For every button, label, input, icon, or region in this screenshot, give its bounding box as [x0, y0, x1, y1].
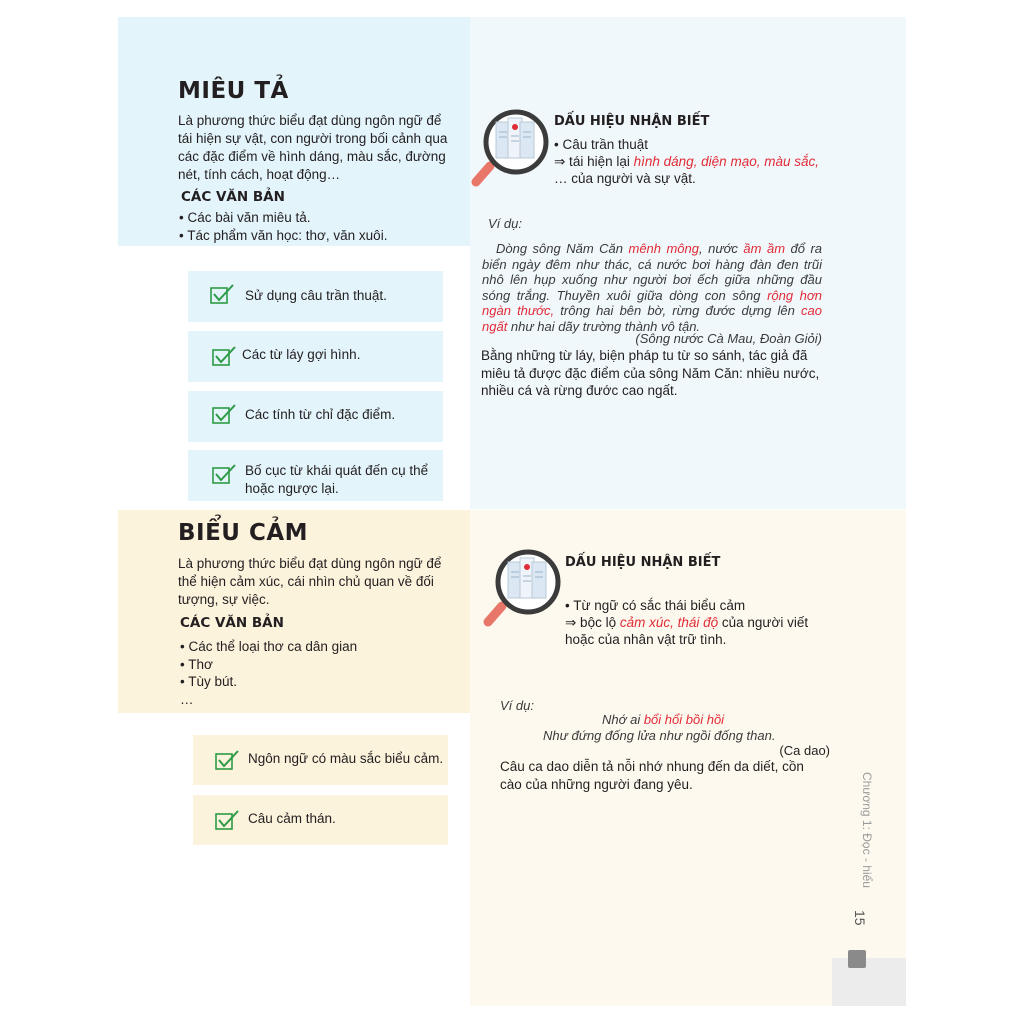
bieu-cam-explanation: Câu ca dao diễn tả nỗi nhớ nhung đến da diết, cồn cào của những người đang yêu. [500, 759, 804, 792]
page-marker-square [848, 950, 866, 968]
mieu-ta-title: MIÊU TẢ [178, 78, 289, 104]
bieu-cam-poem-line2: Như đứng đống lửa như ngồi đống than. [543, 728, 776, 743]
checkbox-icon [212, 464, 236, 484]
chapter-label-text: Chương 1: Đọc - hiểu [860, 772, 874, 888]
sign-text: ⇒ tái hiện lại [554, 154, 634, 169]
checkbox-icon [210, 284, 234, 304]
bieu-cam-example-source: (Ca dao) [779, 743, 830, 758]
poem-text: Nhớ ai [602, 712, 644, 727]
bieu-cam-title: BIỂU CẢM [178, 520, 309, 546]
sign-highlight: hình dáng, diện mạo, màu sắc, [633, 154, 819, 169]
page-number: 15 [852, 910, 868, 926]
bieu-cam-sign-line2 [565, 614, 835, 632]
list-item: • Tác phẩm văn học: thơ, văn xuôi. [179, 227, 388, 243]
mieu-ta-sign-line2 [554, 153, 844, 171]
mieu-ta-feature-text: Các tính từ chỉ đặc điểm. [245, 407, 396, 422]
list-item: • Tùy bút. [180, 674, 238, 689]
checkbox-icon [215, 750, 239, 770]
bieu-cam-texts-list [180, 638, 450, 708]
list-item: … [180, 691, 194, 707]
magnifier-icon [470, 108, 552, 200]
checkbox-icon [212, 346, 236, 366]
magnifier-icon [482, 548, 564, 640]
mieu-ta-example-source: (Sông nước Cà Mau, Đoàn Giỏi) [635, 331, 822, 346]
list-item: • Thơ [180, 656, 213, 672]
mieu-ta-example-label: Ví dụ: [488, 216, 522, 231]
passage-highlight: mênh mông [628, 241, 700, 256]
list-item: • Các bài văn miêu tả. [179, 210, 311, 225]
bieu-cam-sign-line3: hoặc của nhân vật trữ tình. [565, 632, 727, 647]
list-item: • Các thể loại thơ ca dân gian [180, 639, 358, 654]
mieu-ta-texts-heading: CÁC VĂN BẢN [181, 189, 285, 205]
chapter-label [848, 772, 874, 902]
mieu-ta-feature-text: Các từ láy gợi hình. [242, 347, 361, 362]
passage-text: , nước [699, 241, 744, 256]
passage-highlight: cao ngất [482, 303, 822, 334]
mieu-ta-sign-line1: • Câu trần thuật [554, 137, 649, 152]
checkbox-icon [212, 404, 236, 424]
bieu-cam-description: Là phương thức biểu đạt dùng ngôn ngữ để thể hiện cảm xúc, cái nhìn chủ quan về đối tượng, sự việc. [178, 556, 442, 607]
passage-text: như hai dãy trường thành vô tận. [507, 318, 701, 334]
mieu-ta-feature-text: Bố cục từ khái quát đến cụ thể hoặc ngược lại. [245, 463, 429, 496]
bieu-cam-texts-heading: CÁC VĂN BẢN [180, 615, 284, 631]
bieu-cam-poem-line1 [602, 712, 724, 728]
passage-text: Dòng sông Năm Căn [496, 241, 629, 256]
sign-text: ⇒ bộc lộ [565, 615, 620, 630]
mieu-ta-example-passage [482, 241, 822, 334]
checkbox-icon [215, 810, 239, 830]
mieu-ta-description: Là phương thức biểu đạt dùng ngôn ngữ để tái hiện sự vật, con người trong bối cảnh qua các đặc điểm về hình dáng, màu sắc, đường nét, tính cách, hoạt động… [178, 113, 448, 182]
mieu-ta-texts-list [179, 209, 449, 244]
passage-text: trông hai bên bờ, rừng đước dựng lên [554, 303, 802, 318]
bieu-cam-sign-heading: DẤU HIỆU NHẬN BIẾT [565, 555, 721, 570]
passage-highlight: rộng hơn ngàn thước, [482, 287, 822, 318]
sign-text: của người viết [718, 615, 809, 630]
mieu-ta-sign-line3: … của người và sự vật. [554, 171, 696, 186]
mieu-ta-explanation: Bằng những từ láy, biện pháp tu từ so sánh, tác giả đã miêu tả được đặc điểm của sông Năm Căn: nhiều nước, nhiều cá và rừng đước cao ngất. [481, 348, 820, 398]
poem-highlight: bổi hổi bồi hồi [643, 712, 725, 727]
passage-highlight: ầm ầm [743, 241, 786, 256]
bieu-cam-feature-text: Ngôn ngữ có màu sắc biểu cảm. [248, 751, 444, 766]
bieu-cam-example-label: Ví dụ: [500, 698, 534, 713]
passage-text: đổ ra biển ngày đêm như thác, cá nước bơi hàng đàn đen trũi nhô lên hụp xuống như người bơi ếch giữa những đầu sóng trắng. Thuyền xuôi giữa dòng con sông [482, 241, 823, 303]
page-footer-block [832, 958, 906, 1006]
mieu-ta-feature-text: Sử dụng câu trần thuật. [245, 288, 387, 303]
sign-highlight: cảm xúc, thái độ [619, 615, 719, 630]
bieu-cam-feature-text: Câu cảm thán. [248, 811, 336, 826]
mieu-ta-sign-heading: DẤU HIỆU NHẬN BIẾT [554, 114, 710, 129]
bieu-cam-sign-line1: • Từ ngữ có sắc thái biểu cảm [565, 598, 746, 613]
